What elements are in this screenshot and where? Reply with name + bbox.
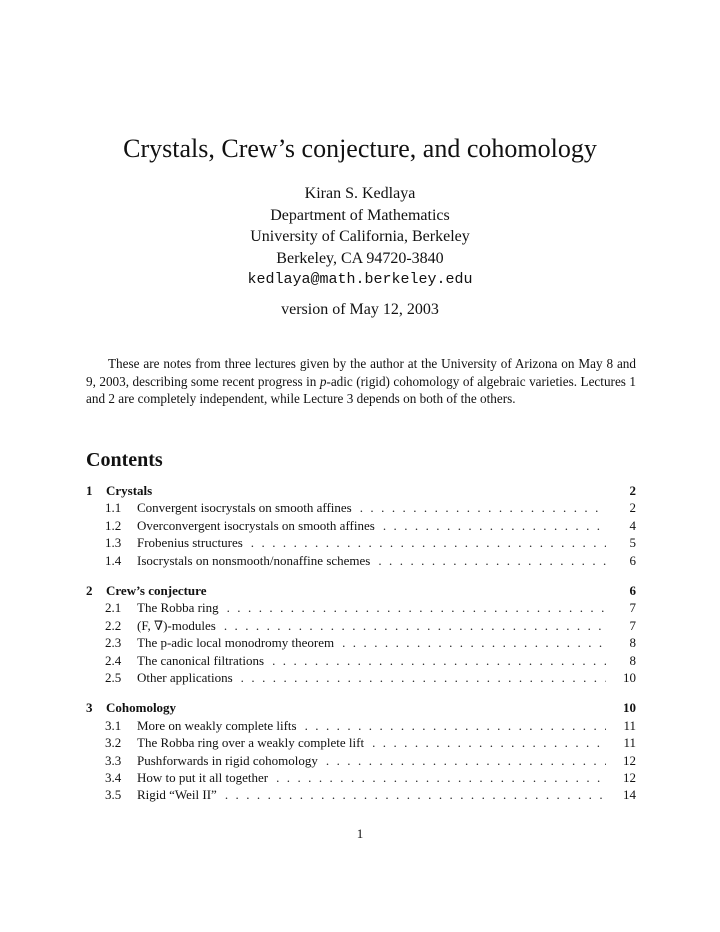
toc-chapter-entry[interactable] [86, 699, 636, 716]
toc-entry-title: The Robba ring [137, 600, 219, 616]
toc-entry-number: 1 [86, 483, 93, 498]
toc-entry-title: (F, ∇)-modules [137, 617, 216, 633]
toc-entry-page: 6 [629, 552, 636, 568]
page-number: 1 [356, 826, 364, 841]
toc-entry-page: 5 [629, 535, 636, 551]
toc-entry-title: More on weakly complete lifts [137, 717, 297, 733]
toc-section-entry[interactable] [86, 517, 636, 534]
author-email: kedlaya@math.berkeley.edu [247, 271, 473, 288]
toc-section-entry[interactable] [86, 634, 636, 651]
toc-section-entry[interactable] [86, 599, 636, 616]
toc-entry-page: 8 [629, 635, 636, 651]
toc-entry-page: 4 [629, 517, 636, 533]
toc-entry-number: 3.5 [105, 787, 122, 803]
toc-entry-title: Isocrystals on nonsmooth/nonaffine schemes [137, 552, 371, 568]
toc-entry-number: 3.4 [105, 770, 122, 785]
toc-entry-page: 12 [623, 752, 636, 768]
toc-entry-title: How to put it all together [137, 770, 269, 785]
toc-section-entry[interactable] [86, 669, 636, 686]
toc-entry-page: 10 [623, 700, 636, 716]
abstract-p-symbol: p [319, 373, 327, 389]
toc-entry-number: 3.1 [105, 717, 122, 733]
toc-section-entry[interactable] [86, 734, 636, 751]
abstract-text-2: -adic (rigid) cohomology of algebraic varieties. Lectures 1 and 2 are completely independent, while Lecture 3 depends on both of the others. [86, 373, 636, 407]
toc-section-entry[interactable] [86, 752, 636, 769]
toc-entry-title: Cohomology [106, 700, 177, 716]
toc-entry-title: The Robba ring over a weakly complete lift [137, 735, 365, 751]
toc-dot-leader [241, 669, 606, 686]
toc-entry-title: Crystals [106, 483, 153, 498]
toc-section-entry[interactable] [86, 534, 636, 551]
toc-dot-leader [378, 552, 606, 569]
author-name: Kiran S. Kedlaya [304, 185, 416, 202]
toc-entry-title: Pushforwards in rigid cohomology [137, 752, 318, 768]
toc-dot-leader [225, 786, 606, 803]
toc-section-entry[interactable] [86, 786, 636, 803]
author-department: Department of Mathematics [270, 206, 450, 224]
toc-entry-page: 6 [629, 583, 636, 598]
toc-entry-title: Convergent isocrystals on smooth affines [137, 500, 352, 516]
toc-dot-leader [326, 752, 606, 769]
toc-entry-number: 2.1 [105, 600, 122, 616]
author-university: University of California, Berkeley [250, 228, 470, 245]
toc-chapter-entry[interactable] [86, 482, 636, 499]
toc-entry-number: 2.5 [105, 670, 122, 685]
toc-entry-title: Other applications [137, 670, 233, 685]
paper-title: Crystals, Crew’s conjecture, and cohomology [123, 134, 597, 163]
toc-entry-title: Rigid “Weil II” [137, 787, 217, 803]
toc-entry-page: 2 [629, 500, 636, 516]
toc-entry-title: Overconvergent isocrystals on smooth affines [137, 517, 375, 533]
toc-dot-leader [342, 634, 606, 651]
abstract-text-1: These are notes from three lectures given by the author at the University of Arizona on May 8 and 9, 2003, describing some recent progress in [86, 356, 636, 389]
toc-entry-title: Frobenius structures [137, 535, 243, 551]
toc-entry-page: 7 [629, 617, 636, 633]
toc-entry-number: 3 [86, 700, 93, 716]
toc-entry-page: 10 [623, 670, 636, 685]
toc-section-entry[interactable] [86, 552, 636, 569]
toc-section-entry[interactable] [86, 717, 636, 734]
toc-entry-page: 11 [623, 735, 636, 751]
toc-dot-leader [227, 599, 606, 616]
toc-entry-number: 2.3 [105, 635, 122, 651]
toc-entry-number: 1.1 [105, 500, 122, 516]
toc-entry-page: 11 [623, 717, 636, 733]
author-address: Berkeley, CA 94720-3840 [276, 249, 444, 267]
toc-chapter-entry[interactable] [86, 582, 636, 599]
toc-entry-number: 3.2 [105, 735, 122, 751]
toc-dot-leader [305, 717, 606, 734]
toc-entry-number: 3.3 [105, 752, 122, 768]
toc-entry-title: Crew’s conjecture [106, 583, 207, 598]
toc-dot-leader [224, 617, 606, 634]
toc-entry-number: 1.4 [105, 552, 122, 568]
toc-section-entry[interactable] [86, 617, 636, 634]
toc-entry-title: The canonical filtrations [137, 652, 265, 668]
toc-section-entry[interactable] [86, 652, 636, 669]
toc-entry-page: 12 [623, 770, 636, 785]
toc-entry-number: 1.2 [105, 517, 122, 533]
version-date: version of May 12, 2003 [281, 301, 439, 318]
toc-entry-number: 2.2 [105, 617, 122, 633]
toc-entry-page: 8 [629, 652, 636, 668]
toc-entry-number: 2.4 [105, 652, 122, 668]
toc-entry-page: 14 [623, 787, 636, 803]
abstract [86, 355, 636, 408]
toc-entry-number: 2 [86, 583, 93, 598]
toc-entry-title: The p-adic local monodromy theorem [137, 635, 335, 651]
toc-entry-page: 7 [629, 600, 636, 616]
toc-dot-leader [372, 734, 606, 751]
toc-dot-leader [276, 769, 606, 786]
contents-heading: Contents [86, 449, 163, 471]
toc-dot-leader [360, 499, 606, 516]
toc-section-entry[interactable] [86, 499, 636, 516]
toc-entry-page: 2 [629, 483, 636, 498]
toc-dot-leader [272, 652, 606, 669]
toc-section-entry[interactable] [86, 769, 636, 786]
toc-dot-leader [251, 534, 606, 551]
author-block [0, 183, 720, 291]
toc-entry-number: 1.3 [105, 535, 122, 551]
toc-dot-leader [383, 517, 606, 534]
